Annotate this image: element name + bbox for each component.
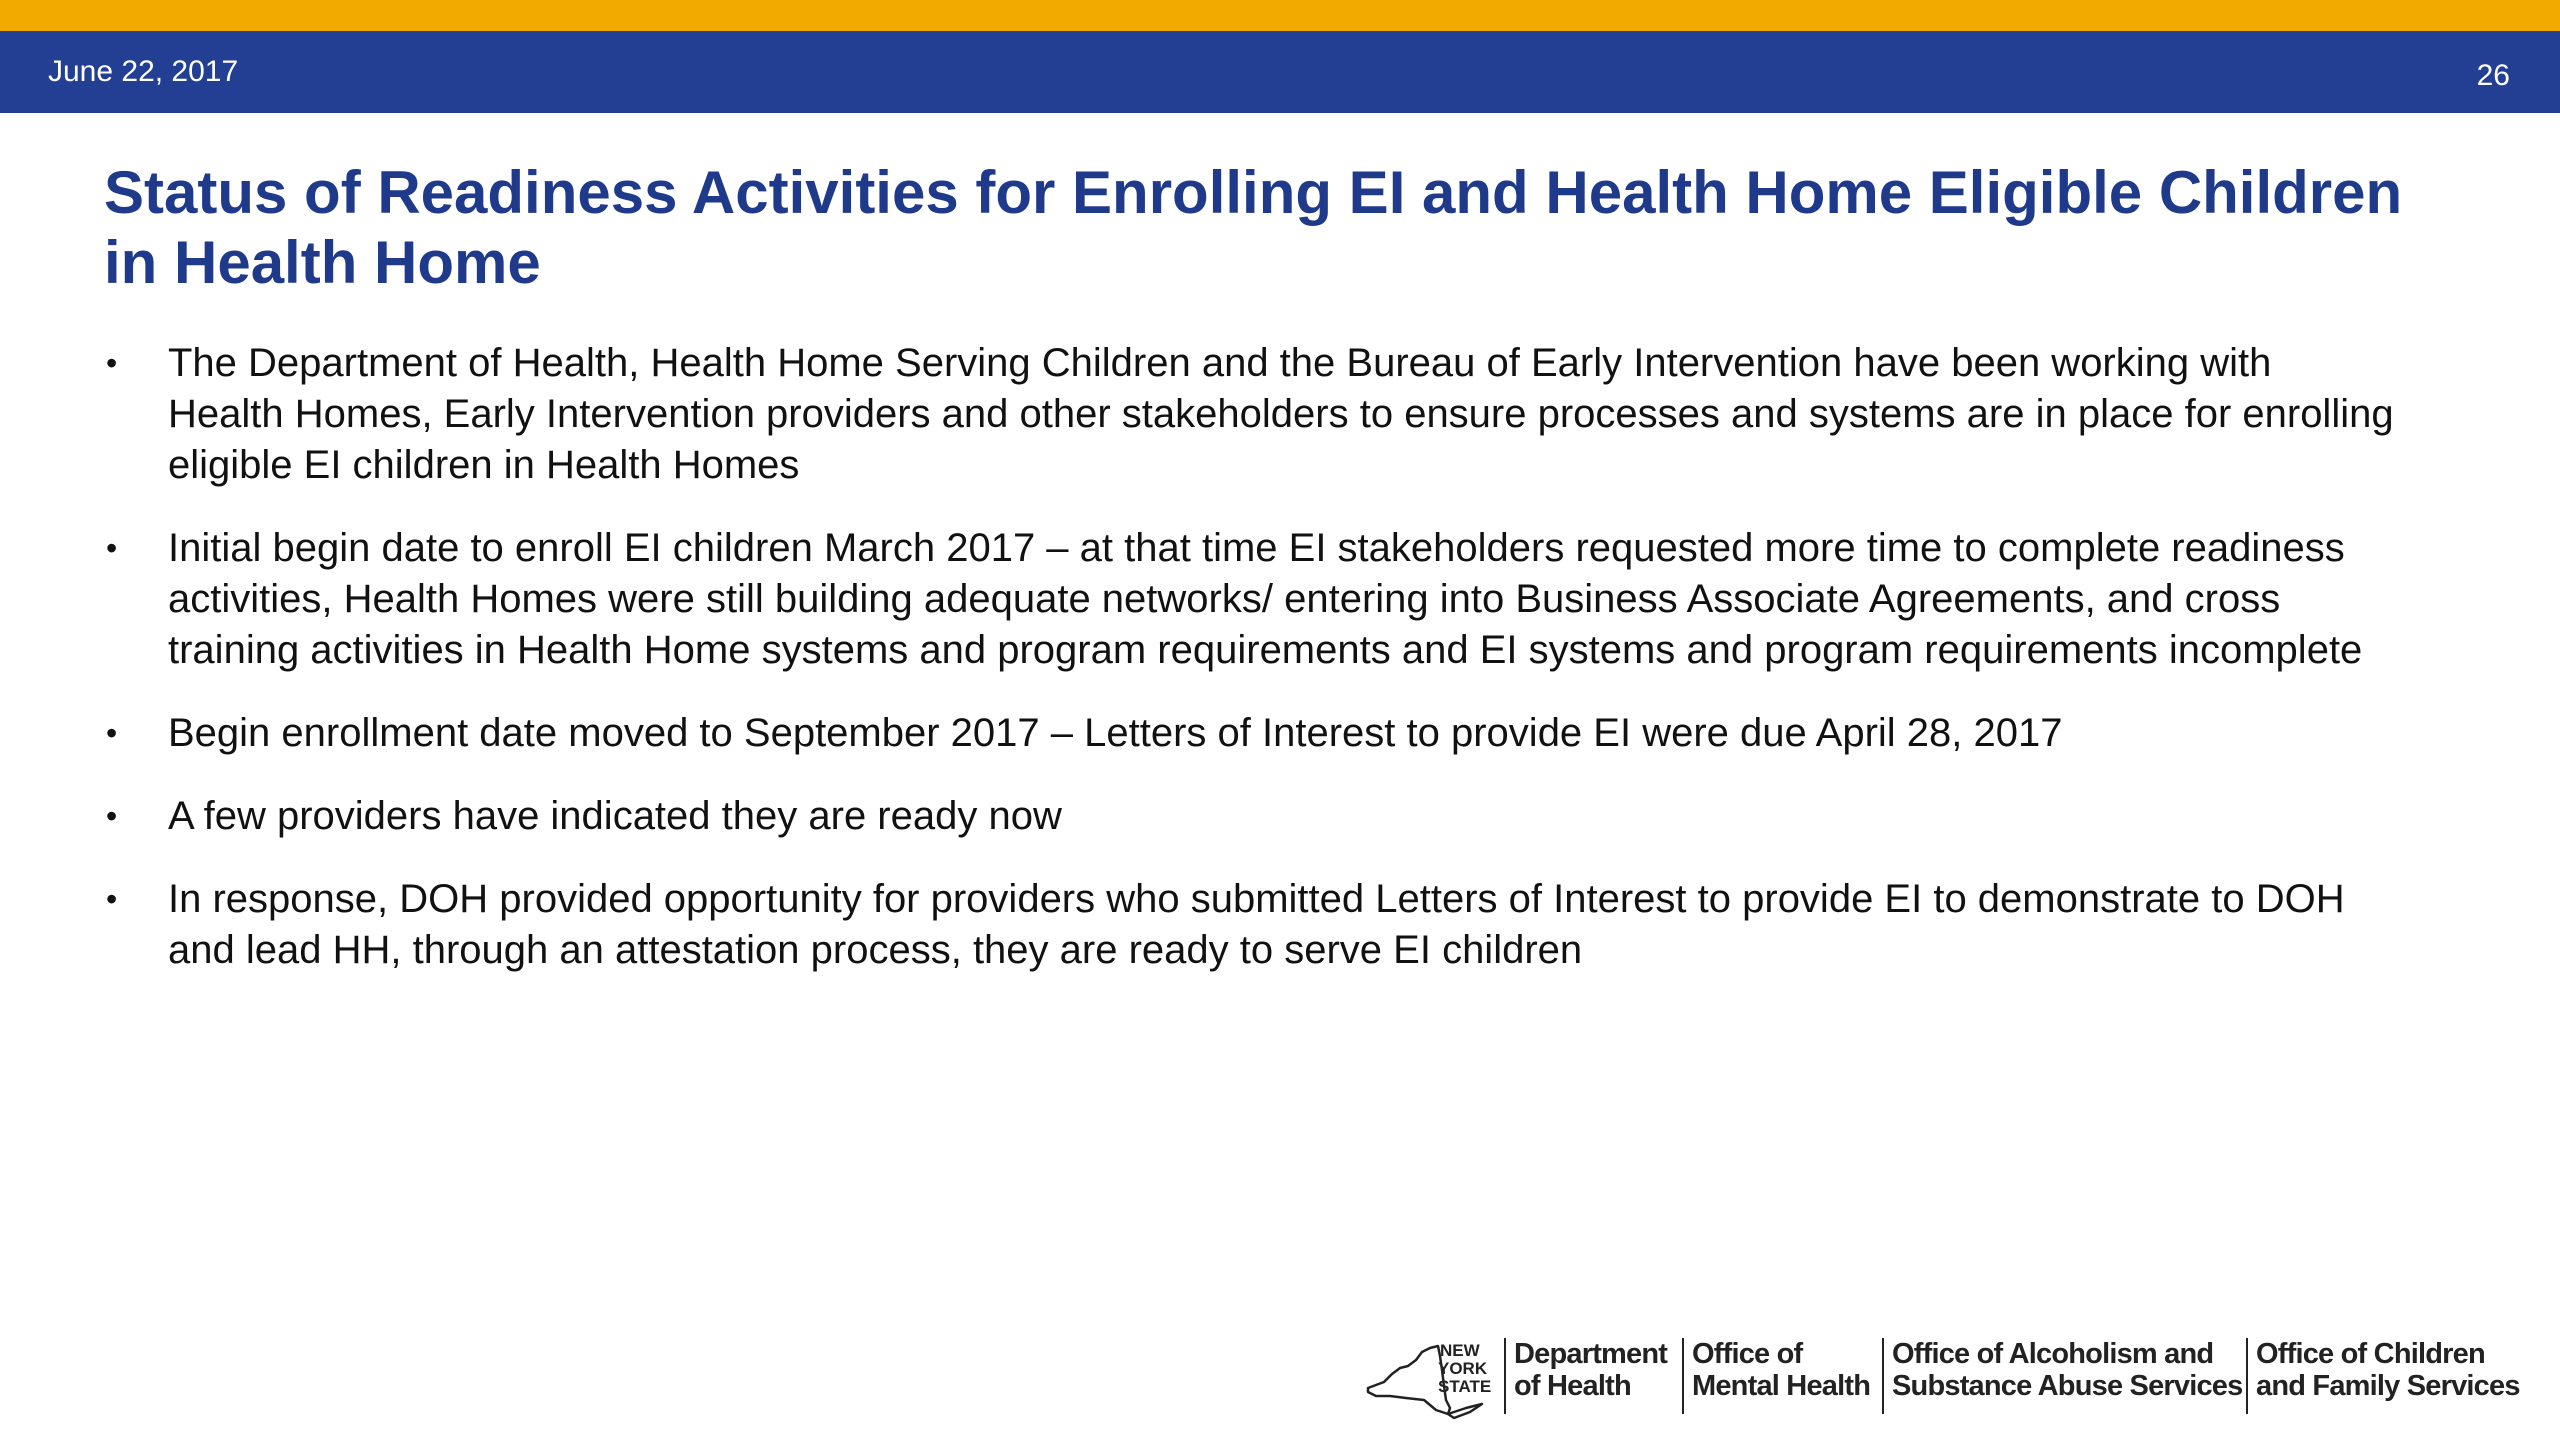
nys-logo-text-line: STATE (1438, 1377, 1492, 1396)
new-york-state-logo-icon (1362, 1330, 1512, 1420)
nys-logo-text-line: NEW (1440, 1341, 1480, 1360)
logo-line: of Health (1514, 1370, 1631, 1402)
slide-date: June 22, 2017 (48, 55, 239, 88)
bullet-item-4 (104, 791, 2394, 842)
logo-line: Department (1514, 1338, 1668, 1370)
logo-department-of-health (1504, 1338, 1667, 1414)
logo-office-of-alcoholism-and-substance-abuse-services (1882, 1338, 2242, 1414)
slide-title: Status of Readiness Activities for Enrolling EI and Health Home Eligible Children in Health Home (104, 159, 2403, 296)
logo-office-of-mental-health (1682, 1338, 1870, 1414)
logo-office-of-children-and-family-services (2246, 1338, 2520, 1414)
bullet-item-5 (104, 874, 2394, 976)
bullet-item-1 (104, 338, 2394, 491)
bullet-item-2 (104, 523, 2394, 676)
logo-line: Office of (1692, 1338, 1803, 1370)
bullet-text: In response, DOH provided opportunity for providers who submitted Letters of Interest to provide EI to demonstrate to DOH and lead HH, through an attestation process, they are ready to serve EI children (168, 877, 2345, 972)
bullet-marker: • (106, 345, 118, 381)
bullet-text: Initial begin date to enroll EI children March 2017 – at that time EI stakeholders requested more time to complete readiness activities, Health Homes were still building adequate networks/ entering into Business Associate Agreements, and cross training activities in Health Home systems and program requirements and EI systems and program requirements incomplete (168, 526, 2363, 672)
logo-line: Office of Alcoholism and (1892, 1338, 2214, 1370)
logo-line: Substance Abuse Services (1892, 1370, 2243, 1402)
bullet-text: The Department of Health, Health Home Serving Children and the Bureau of Early Intervention have been working with Health Homes, Early Intervention providers and other stakeholders to ensure processes and systems are in place for enrolling eligible EI children in Health Homes (168, 341, 2394, 487)
bullet-marker: • (106, 798, 118, 834)
bullet-text: Begin enrollment date moved to September 2017 – Letters of Interest to provide EI were due April 28, 2017 (168, 711, 2063, 755)
top-accent-bar (0, 0, 2560, 31)
slide-page-number: 26 (2476, 59, 2510, 92)
logo-line: Mental Health (1692, 1370, 1871, 1402)
nys-logo-text-line: YORK (1438, 1359, 1488, 1378)
header-bar (0, 31, 2560, 113)
bullet-marker: • (106, 530, 118, 566)
bullet-marker: • (106, 881, 118, 917)
bullet-list (104, 338, 2394, 1008)
logo-line: and Family Services (2256, 1370, 2520, 1402)
bullet-text: A few providers have indicated they are ready now (168, 794, 1062, 838)
logo-line: Office of Children (2256, 1338, 2485, 1370)
bullet-marker: • (106, 715, 118, 751)
bullet-item-3 (104, 708, 2394, 759)
footer-agency-logos (1362, 1330, 2532, 1420)
